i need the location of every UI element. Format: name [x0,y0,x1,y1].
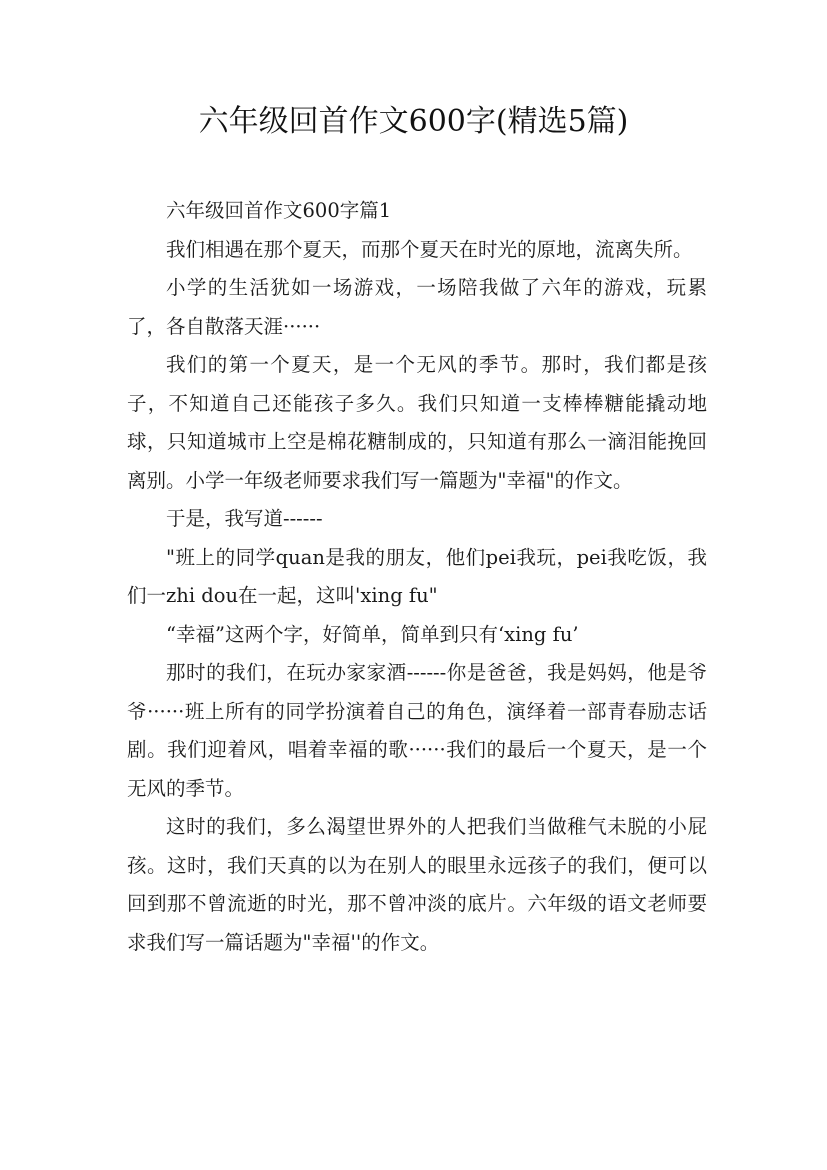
paragraph: 那时的我们，在玩办家家酒------你是爸爸，我是妈妈，他是爷爷······班上所有的同学扮演着自己的角色，演绎着一部青春励志话剧。我们迎着风，唱着幸福的歌······我们的最后一个夏天，是一个无风的季节。 [127,661,707,800]
paragraph: “幸福”这两个字，好简单，简单到只有‘xing fu’ [166,622,579,646]
section-heading: 六年级回首作文600字篇1 [166,199,392,222]
paragraph: 这时的我们，多么渴望世界外的人把我们当做稚气未脱的小屁孩。这时，我们天真的以为在别人的眼里永远孩子的我们，便可以回到那不曾流逝的时光，那不曾冲淡的底片。六年级的语文老师要求我们写一篇话题为"幸福''的作文。 [127,815,707,954]
paragraph: 我们相遇在那个夏天，而那个夏天在时光的原地，流离失所。 [166,237,693,261]
paragraph: 小学的生活犹如一场游戏，一场陪我做了六年的游戏，玩累了，各自散落天涯······ [127,276,707,338]
document-title: 六年级回首作文600字(精选5篇) [198,104,629,139]
paragraph: "班上的同学quan是我的朋友，他们pei我玩，pei我吃饭，我们一zhi dou在一起，这叫'xing fu" [127,545,707,607]
paragraph: 于是，我写道------ [166,507,323,530]
paragraph: 我们的第一个夏天，是一个无风的季节。那时，我们都是孩子，不知道自己还能孩子多久。我们只知道一支棒棒糖能撬动地球，只知道城市上空是棉花糖制成的，只知道有那么一滴泪能挽回离别。小学一年级老师要求我们写一篇题为"幸福"的作文。 [127,353,707,492]
document-body [127,192,707,962]
